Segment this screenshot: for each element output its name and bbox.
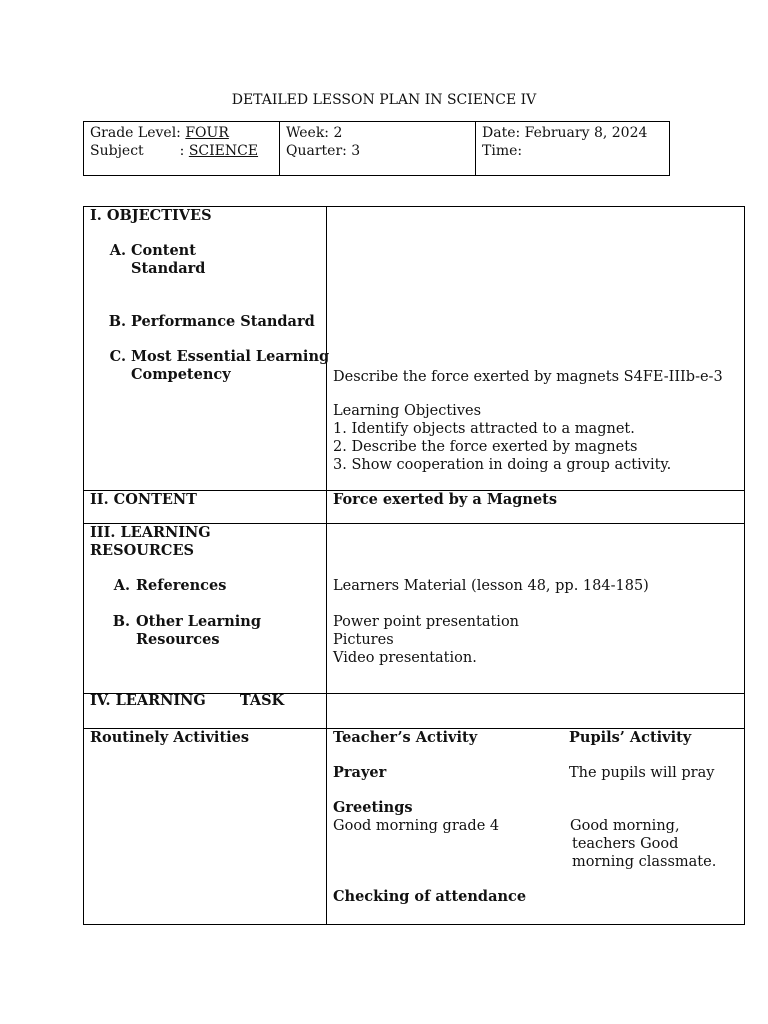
header-cell-grade-subject <box>84 122 280 175</box>
content-topic: Force exerted by a Magnets <box>333 491 558 508</box>
resource-b-marker: B. <box>112 613 130 630</box>
week-text: Week: 2 <box>286 125 343 141</box>
learning-objective-item: 2. Describe the force exerted by magnets <box>333 439 638 455</box>
teacher-activity-heading: Teacher’s Activity <box>333 729 478 746</box>
learning-objective-item: 1. Identify objects attracted to a magnet. <box>333 421 635 437</box>
other-resources-label-line1: Other Learning <box>136 613 261 630</box>
time-text: Time: <box>482 143 523 159</box>
document-title: DETAILED LESSON PLAN IN SCIENCE IV <box>231 92 537 108</box>
references-label: References <box>136 577 227 594</box>
prayer-response: The pupils will pray <box>569 765 715 781</box>
objectives-heading: I. OBJECTIVES <box>90 207 212 224</box>
melc-label-line2: Competency <box>131 366 231 383</box>
objective-a-marker: A. <box>109 242 126 259</box>
attendance-label: Checking of attendance <box>333 888 527 905</box>
learning-objective-item: 3. Show cooperation in doing a group activity. <box>333 457 672 473</box>
prayer-label: Prayer <box>333 764 387 781</box>
other-resource-item: Video presentation. <box>333 650 477 666</box>
other-resource-item: Power point presentation <box>333 614 520 630</box>
pupil-greeting-line: Good morning, <box>570 818 680 834</box>
references-text: Learners Material (lesson 48, pp. 184-185) <box>333 578 649 594</box>
subject-label: Subject <box>90 143 144 159</box>
learning-objectives-heading: Learning Objectives <box>333 403 482 419</box>
resources-heading-line1: III. LEARNING <box>90 524 211 541</box>
pupil-greeting-line: morning classmate. <box>572 854 717 870</box>
learning-task-heading-part2: TASK <box>239 692 285 709</box>
melc-label-line1: Most Essential Learning <box>131 348 330 365</box>
header-table <box>83 121 670 176</box>
header-cell-date-time <box>476 122 669 175</box>
resource-a-marker: A. <box>113 577 130 594</box>
grade-level-label: Grade Level: <box>90 125 181 141</box>
learning-task-heading-part1: IV. LEARNING <box>90 692 206 709</box>
performance-standard-label: Performance Standard <box>131 313 315 330</box>
melc-text: Describe the force exerted by magnets S4FE-IIIb-e-3 <box>333 369 723 385</box>
lesson-plan-table <box>83 206 745 925</box>
learning-task-heading <box>90 692 284 710</box>
pupils-activity-heading: Pupils’ Activity <box>569 729 692 746</box>
content-heading: II. CONTENT <box>90 491 197 508</box>
grade-level-value: FOUR <box>185 125 229 141</box>
grade-level-line <box>90 124 273 142</box>
pupil-greeting-line: teachers Good <box>572 836 679 852</box>
objective-c-marker: C. <box>109 348 126 365</box>
subject-line <box>90 142 273 160</box>
teacher-greeting: Good morning grade 4 <box>333 818 500 834</box>
subject-value: SCIENCE <box>188 143 259 159</box>
routine-activities-label: Routinely Activities <box>90 729 250 746</box>
subject-separator: : <box>179 143 185 159</box>
quarter-text: Quarter: 3 <box>286 143 361 159</box>
content-standard-label-line2: Standard <box>131 260 206 277</box>
date-text: Date: February 8, 2024 <box>482 125 648 141</box>
objective-b-marker: B. <box>108 313 126 330</box>
other-resource-item: Pictures <box>333 632 394 648</box>
other-resources-label-line2: Resources <box>136 631 220 648</box>
resources-heading-line2: RESOURCES <box>90 542 194 559</box>
header-cell-week-quarter <box>280 122 476 175</box>
content-standard-label-line1: Content <box>131 242 196 259</box>
column-divider <box>326 207 327 924</box>
greetings-label: Greetings <box>333 799 413 816</box>
